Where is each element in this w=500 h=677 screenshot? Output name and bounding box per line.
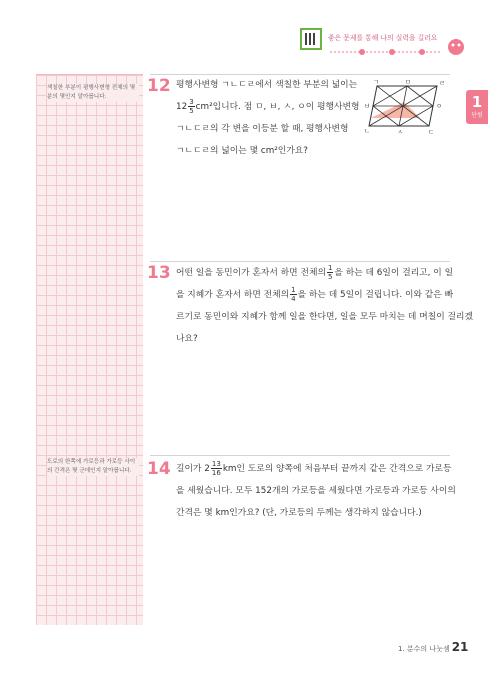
- footer-chapter: 1. 분수의 나눗셈: [398, 645, 450, 653]
- q14-line1: 길이가 2 $\frac{13}{16}$ km인 도로의 양쪽에 처음부터 끝까지 같은 간격으로 가로등: [176, 460, 452, 477]
- fraction: $\frac{1}{5}$: [327, 264, 333, 281]
- label-b: ㅂ: [364, 102, 371, 110]
- qr-code-icon: [300, 28, 322, 50]
- chapter-label: 단원: [471, 112, 483, 119]
- question-number: 12: [147, 76, 171, 96]
- q12-line4: ㄱㄴㄷㄹ의 넓이는 몇 cm²인가요?: [176, 146, 308, 156]
- page-number: 21: [451, 640, 469, 654]
- q14-line2: 을 세웠습니다. 모두 152개의 가로등을 세웠다면 가로등과 가로등 사이의: [176, 486, 456, 496]
- label-r: ㄹ: [439, 80, 446, 87]
- question-text: [176, 262, 473, 350]
- chapter-tab: [466, 90, 488, 124]
- hint-q14: 도로의 한쪽에 가로등과 가로등 사이의 간격은 몇 군데인지 알아봅니다.: [47, 458, 139, 476]
- q13-line2: 을 지혜가 혼자서 하면 전체의 $\frac{1}{4}$ 을 하는 데 5일이 걸립니다. 이와 같은 빠: [176, 286, 454, 303]
- fraction: $\frac{13}{16}$: [211, 460, 221, 477]
- fraction: $\frac{1}{4}$: [291, 286, 296, 303]
- hint-q12: 색칠한 부분이 평행사변형 전체의 몇분의 몇인지 알아봅니다.: [47, 84, 139, 102]
- q14-line3: 간격은 몇 km인가요? (단, 가로등의 두께는 생각하지 않습니다.): [176, 508, 422, 518]
- q13-line4: 나요?: [176, 334, 198, 344]
- fraction: $\frac{3}{5}$: [189, 98, 194, 115]
- page-footer: [398, 640, 468, 654]
- question-text: [176, 74, 360, 162]
- q13-line3: 르기로 동민이와 지혜가 함께 일을 한다면, 일을 모두 마치는 데 며칠이 걸리겠: [176, 312, 473, 322]
- header-banner: 좋은 문제를 통해 나의 실력을 길러요: [328, 34, 438, 42]
- label-d: ㄷ: [428, 128, 435, 136]
- q13-line1: 어떤 일을 동민이가 혼자서 하면 전체의 $\frac{1}{5}$ 을 하는 데 6일이 걸리고, 이 일: [176, 264, 454, 281]
- label-n: ㄴ: [364, 127, 371, 135]
- label-m: ㅁ: [405, 80, 412, 86]
- parallelogram-figure: [360, 80, 456, 136]
- memo-grid-column: [36, 74, 143, 625]
- label-a: ㄱ: [373, 80, 380, 86]
- header-decoration: [322, 38, 472, 60]
- question-number: 13: [147, 263, 171, 283]
- label-o: ㅇ: [436, 102, 443, 110]
- label-s: ㅅ: [397, 128, 404, 136]
- divider: [150, 455, 450, 456]
- q12-line1: 평행사변형 ㄱㄴㄷㄹ에서 색칠한 부분의 넓이는: [176, 80, 358, 90]
- q12-line3: ㄱㄴㄷㄹ의 각 변을 이등분 할 때, 평행사변형: [176, 124, 349, 134]
- chapter-number: 1: [471, 93, 483, 111]
- question-number: 14: [147, 459, 171, 479]
- question-text: [176, 458, 456, 524]
- q12-line2: 12 $\frac{3}{5}$ cm²입니다. 점 ㅁ, ㅂ, ㅅ, ㅇ이 평행사변형: [176, 98, 360, 115]
